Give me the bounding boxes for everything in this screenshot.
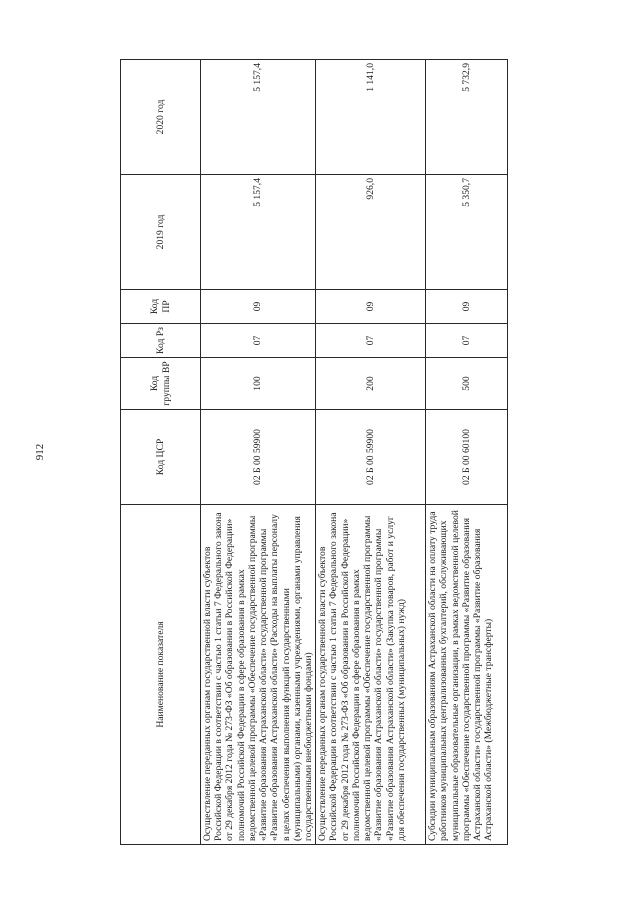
row-pr: 09 <box>201 290 316 324</box>
header-pr: Код ПР <box>121 290 201 324</box>
row-csr: 02 Б 00 60100 <box>426 410 508 505</box>
row-name: Субсидии муниципальным образованиям Астраханской области на оплату труда работников муниципальных централизованных бухгалтерий, обслуживающих муниципальные образовательные организации, в рамках ведомственной целевой программы «Обеспечение государственной программы «Развитие образования Астраханской области» государственной программы «Развитие образования Астраханской области» (Межбюджетные трансферты) <box>426 505 508 845</box>
row-csr: 02 Б 00 59900 <box>201 410 316 505</box>
rotated-table-container <box>120 60 504 845</box>
row-vr: 100 <box>201 358 316 410</box>
row-name: Осуществление переданных органам государственной власти субъектов Российской Федерации в соответствии с частью 1 статьи 7 Федерального закона от 29 декабря 2012 года № 273-ФЗ «Об образовании в Российской Федерации» полномочий Российской Федерации в сфере образования в рамках ведомственной целевой программы «Обеспечение государственной программы «Развитие образования Астраханской области» государственной программы «Развитие образования Астраханской области» (Закупка товаров, работ и услуг для обеспечения государственных (муниципальных) нужд) <box>316 505 426 845</box>
row-pr: 09 <box>426 290 508 324</box>
row-pr: 09 <box>316 290 426 324</box>
row-vr: 500 <box>426 358 508 410</box>
row-2019: 926,0 <box>316 175 426 290</box>
row-rz: 07 <box>316 324 426 358</box>
table-row <box>426 60 508 845</box>
table-header-row <box>121 60 201 845</box>
row-rz: 07 <box>426 324 508 358</box>
row-rz: 07 <box>201 324 316 358</box>
page-number: 912 <box>34 443 46 461</box>
header-2019: 2019 год <box>121 175 201 290</box>
row-2019: 5 157,4 <box>201 175 316 290</box>
table-row <box>201 60 316 845</box>
row-2020: 1 141,0 <box>316 60 426 175</box>
budget-table <box>120 59 508 845</box>
row-2019: 5 350,7 <box>426 175 508 290</box>
header-vr: Код группы ВР <box>121 358 201 410</box>
header-csr: Код ЦСР <box>121 410 201 505</box>
row-csr: 02 Б 00 59900 <box>316 410 426 505</box>
table-row <box>316 60 426 845</box>
row-2020: 5 732,9 <box>426 60 508 175</box>
header-name: Наименование показателя <box>121 505 201 845</box>
row-name: Осуществление переданных органам государственной власти субъектов Российской Федерации в соответствии с частью 1 статьи 7 Федерального закона от 29 декабря 2012 года № 273-ФЗ «Об образовании в Российской Федерации» полномочий Российской Федерации в сфере образования в рамках ведомственной целевой программы «Обеспечение государственной программы «Развитие образования Астраханской области» государственной программы «Развитие образования Астраханской области» (Расходы на выплаты персоналу в целях обеспечения выполнения функций государственными (муниципальными) органами, казенными учреждениями, органами управления государственными внебюджетными фондами) <box>201 505 316 845</box>
header-rz: Код Рз <box>121 324 201 358</box>
row-vr: 200 <box>316 358 426 410</box>
header-2020: 2020 год <box>121 60 201 175</box>
row-2020: 5 157,4 <box>201 60 316 175</box>
